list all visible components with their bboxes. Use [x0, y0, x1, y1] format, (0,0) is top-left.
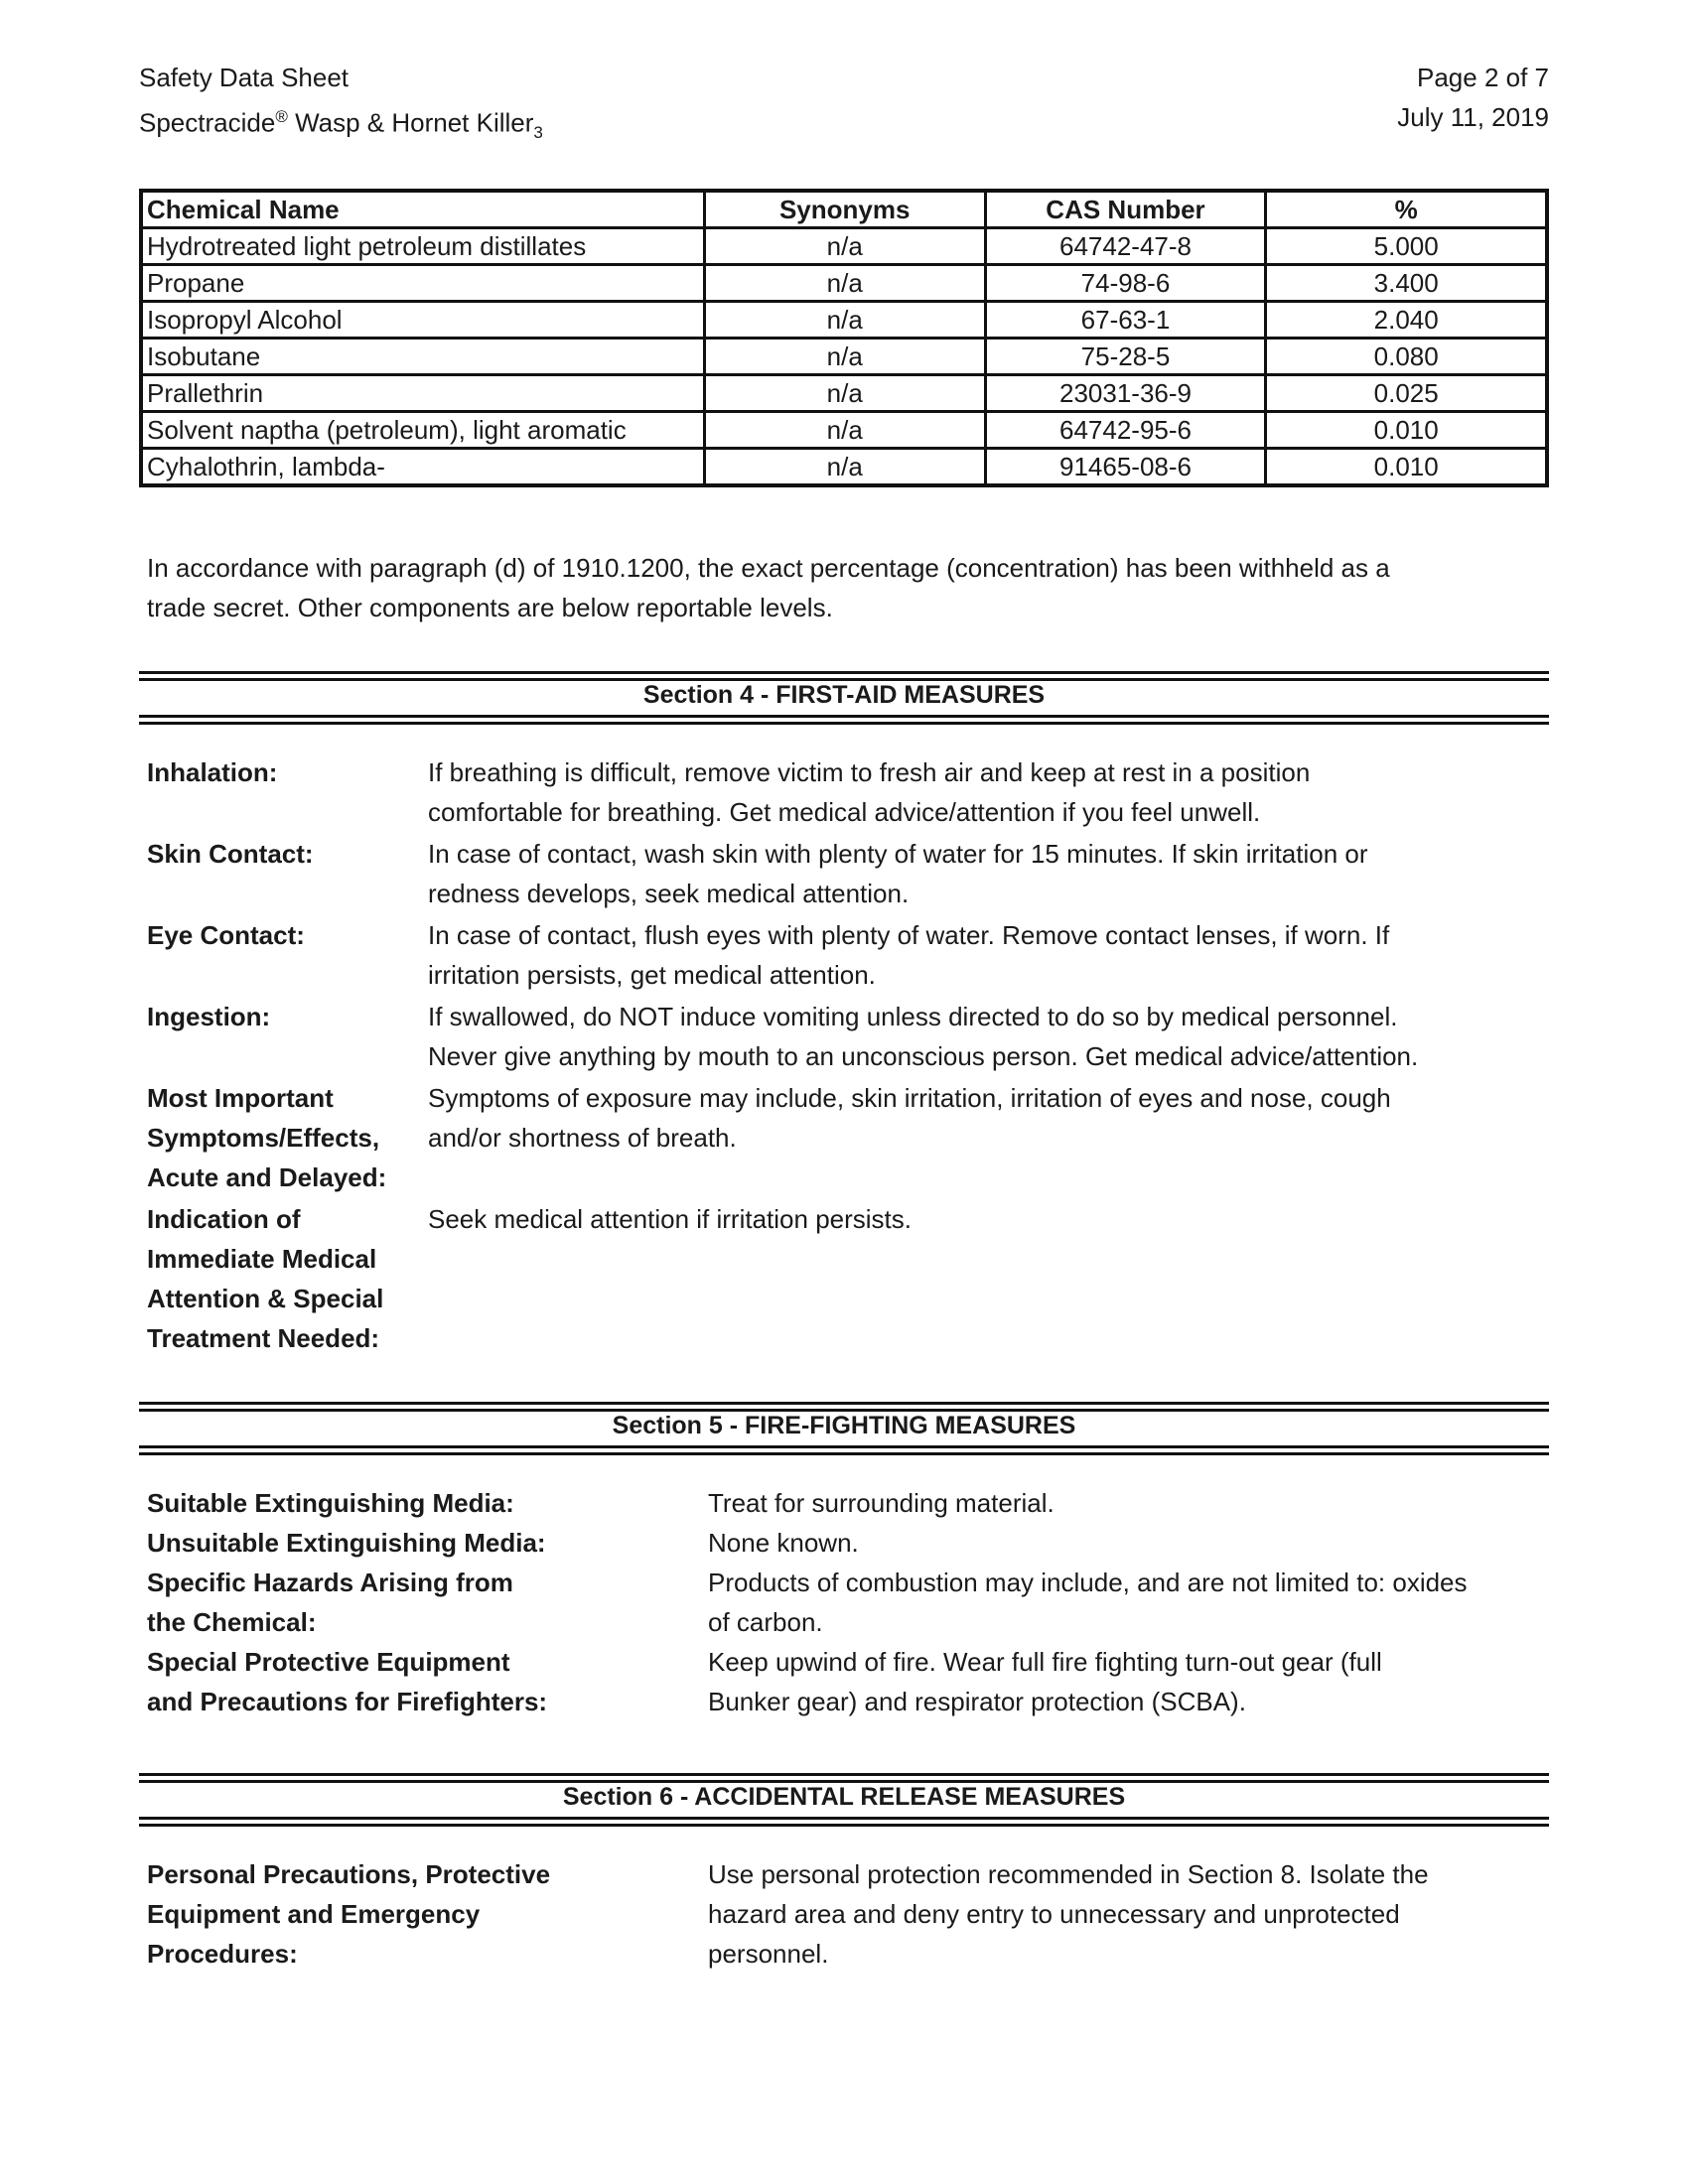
- chemical-name-cell: Hydrotreated light petroleum distillates: [141, 228, 704, 265]
- synonyms-cell: n/a: [704, 302, 985, 339]
- item-label-line: Unsuitable Extinguishing Media:: [147, 1528, 546, 1558]
- page-number: Page 2 of 7: [1417, 63, 1549, 92]
- item-label-line: Procedures:: [147, 1939, 298, 1969]
- table-row: [141, 375, 1547, 412]
- item-label-line: Attention & Special: [147, 1284, 384, 1313]
- section-4-title: Section 4 - FIRST-AID MEASURES: [642, 681, 1046, 709]
- list-item: [147, 1563, 1552, 1642]
- item-text: [428, 1199, 1540, 1358]
- table-row: [141, 228, 1547, 265]
- page-header: [139, 58, 1549, 147]
- chemical-name-cell: Isobutane: [141, 339, 704, 375]
- synonyms-cell: n/a: [704, 339, 985, 375]
- item-text-line: hazard area and deny entry to unnecessary and unprotected: [708, 1899, 1400, 1929]
- cas-number-cell: 75-28-5: [985, 339, 1266, 375]
- table-header-row: [141, 191, 1547, 228]
- item-text-line: If swallowed, do NOT induce vomiting unless directed to do so by medical personnel.: [428, 1002, 1398, 1031]
- item-label-line: Immediate Medical: [147, 1244, 377, 1274]
- item-text: [428, 1078, 1540, 1197]
- synonyms-cell: n/a: [704, 412, 985, 449]
- synonyms-cell: n/a: [704, 449, 985, 486]
- item-text-line: of carbon.: [708, 1607, 823, 1637]
- cas-number-cell: 64742-47-8: [985, 228, 1266, 265]
- item-text-line: Bunker gear) and respirator protection (SCBA).: [708, 1687, 1246, 1716]
- item-label-line: Special Protective Equipment: [147, 1647, 510, 1677]
- section-rule: [139, 1445, 1549, 1448]
- section-4-header: [139, 671, 1549, 725]
- item-label: [147, 1642, 708, 1721]
- section-6-header: [139, 1773, 1549, 1827]
- item-text: [428, 834, 1540, 913]
- composition-table-body: [141, 228, 1547, 486]
- item-label-line: Ingestion:: [147, 1002, 271, 1031]
- percent-cell: 5.000: [1266, 228, 1547, 265]
- table-row: [141, 412, 1547, 449]
- percent-cell: 2.040: [1266, 302, 1547, 339]
- section-rule: [139, 1817, 1549, 1820]
- item-text-line: personnel.: [708, 1939, 829, 1969]
- item-text: [428, 752, 1540, 832]
- item-label: [147, 752, 428, 832]
- section-6-title: Section 6 - ACCIDENTAL RELEASE MEASURES: [562, 1783, 1126, 1811]
- doc-title: Safety Data Sheet: [139, 63, 350, 92]
- section-6-content: [147, 1854, 1552, 1974]
- item-label-line: Symptoms/Effects,: [147, 1123, 380, 1153]
- section-rule: [139, 671, 1549, 674]
- item-text-line: Never give anything by mouth to an unconscious person. Get medical advice/attention.: [428, 1041, 1419, 1071]
- item-text: [428, 997, 1540, 1076]
- item-label: [147, 1523, 708, 1563]
- synonyms-cell: n/a: [704, 265, 985, 302]
- percent-cell: 3.400: [1266, 265, 1547, 302]
- product-name-text: Spectracide: [139, 107, 276, 138]
- item-text: [708, 1523, 1552, 1563]
- list-item: [147, 1483, 1552, 1523]
- item-label: [147, 1199, 428, 1358]
- note-line: trade secret. Other components are below reportable levels.: [147, 593, 833, 622]
- item-label-line: the Chemical:: [147, 1607, 317, 1637]
- product-subscript: 3: [533, 122, 543, 142]
- section-rule: [139, 1402, 1549, 1405]
- item-label: [147, 1854, 708, 1974]
- chemical-name-cell: Prallethrin: [141, 375, 704, 412]
- chemical-name-cell: Cyhalothrin, lambda-: [141, 449, 704, 486]
- item-text: [708, 1483, 1552, 1523]
- item-label: [147, 834, 428, 913]
- item-text-line: Symptoms of exposure may include, skin irritation, irritation of eyes and nose, cough: [428, 1083, 1391, 1113]
- section-rule: [139, 1773, 1549, 1776]
- note-line: In accordance with paragraph (d) of 1910.1200, the exact percentage (concentration) has been withheld as a: [147, 553, 1390, 583]
- item-text: [428, 915, 1540, 995]
- synonyms-cell: n/a: [704, 228, 985, 265]
- list-item: [147, 1854, 1552, 1974]
- list-item: [147, 1199, 1540, 1358]
- cas-number-cell: 23031-36-9: [985, 375, 1266, 412]
- registered-mark: ®: [275, 107, 288, 126]
- item-label-line: Indication of: [147, 1204, 301, 1234]
- cas-number-cell: 91465-08-6: [985, 449, 1266, 486]
- cas-number-cell: 67-63-1: [985, 302, 1266, 339]
- item-label-line: Personal Precautions, Protective: [147, 1859, 551, 1889]
- item-label-line: and Precautions for Firefighters:: [147, 1687, 548, 1716]
- percent-cell: 0.025: [1266, 375, 1547, 412]
- item-label-line: Equipment and Emergency: [147, 1899, 481, 1929]
- table-row: [141, 449, 1547, 486]
- section-5-content: [147, 1483, 1552, 1721]
- item-text-line: Keep upwind of fire. Wear full fire fighting turn-out gear (full: [708, 1647, 1382, 1677]
- item-label-line: Skin Contact:: [147, 839, 314, 869]
- item-text-line: comfortable for breathing. Get medical advice/attention if you feel unwell.: [428, 797, 1261, 827]
- list-item: [147, 915, 1540, 995]
- item-label-line: Acute and Delayed:: [147, 1162, 387, 1192]
- list-item: [147, 1523, 1552, 1563]
- percent-cell: 0.080: [1266, 339, 1547, 375]
- item-text-line: Treat for surrounding material.: [708, 1488, 1055, 1518]
- item-label-line: Most Important: [147, 1083, 334, 1113]
- section-4-content: [147, 752, 1540, 1358]
- chemical-name-cell: Solvent naptha (petroleum), light aromatic: [141, 412, 704, 449]
- item-text-line: In case of contact, flush eyes with plenty of water. Remove contact lenses, if worn. If: [428, 920, 1390, 950]
- item-label: [147, 915, 428, 995]
- list-item: [147, 1078, 1540, 1197]
- list-item: [147, 1642, 1552, 1721]
- chemical-name-cell: Isopropyl Alcohol: [141, 302, 704, 339]
- section-rule: [139, 1452, 1549, 1455]
- product-name: [139, 97, 543, 153]
- section-rule: [139, 722, 1549, 725]
- cas-number-cell: 74-98-6: [985, 265, 1266, 302]
- synonyms-cell: n/a: [704, 375, 985, 412]
- table-row: [141, 302, 1547, 339]
- section-rule: [139, 715, 1549, 718]
- item-text-line: None known.: [708, 1528, 859, 1558]
- item-text-line: Seek medical attention if irritation persists.: [428, 1204, 912, 1234]
- list-item: [147, 752, 1540, 832]
- col-header-synonyms: Synonyms: [704, 191, 985, 228]
- item-label-line: Specific Hazards Arising from: [147, 1568, 513, 1597]
- item-text: [708, 1854, 1552, 1974]
- table-row: [141, 265, 1547, 302]
- trade-secret-note: [147, 548, 1537, 627]
- item-text-line: irritation persists, get medical attention.: [428, 960, 876, 990]
- product-name-rest: Wasp & Hornet Killer: [287, 107, 534, 138]
- item-text-line: If breathing is difficult, remove victim to fresh air and keep at rest in a position: [428, 757, 1311, 787]
- section-5-title: Section 5 - FIRE-FIGHTING MEASURES: [612, 1412, 1076, 1439]
- list-item: [147, 834, 1540, 913]
- percent-cell: 0.010: [1266, 412, 1547, 449]
- percent-cell: 0.010: [1266, 449, 1547, 486]
- item-label-line: Eye Contact:: [147, 920, 305, 950]
- section-rule: [139, 1824, 1549, 1827]
- item-label: [147, 1563, 708, 1642]
- item-label: [147, 1483, 708, 1523]
- item-text-line: and/or shortness of breath.: [428, 1123, 737, 1153]
- revision-date: July 11, 2019: [1397, 102, 1549, 132]
- chemical-name-cell: Propane: [141, 265, 704, 302]
- col-header-chemical-name: Chemical Name: [141, 191, 704, 228]
- header-left: [139, 58, 543, 153]
- header-right: [1397, 58, 1549, 137]
- composition-table: [139, 189, 1549, 487]
- item-text: [708, 1563, 1552, 1642]
- item-label-line: Inhalation:: [147, 757, 278, 787]
- item-text-line: In case of contact, wash skin with plenty of water for 15 minutes. If skin irritation or: [428, 839, 1368, 869]
- cas-number-cell: 64742-95-6: [985, 412, 1266, 449]
- col-header-percent: %: [1266, 191, 1547, 228]
- table-row: [141, 339, 1547, 375]
- section-5-header: [139, 1402, 1549, 1455]
- item-text-line: Products of combustion may include, and are not limited to: oxides: [708, 1568, 1468, 1597]
- item-label: [147, 1078, 428, 1197]
- item-label: [147, 997, 428, 1076]
- item-text-line: redness develops, seek medical attention.: [428, 879, 910, 908]
- item-label-line: Treatment Needed:: [147, 1323, 380, 1353]
- item-text: [708, 1642, 1552, 1721]
- col-header-cas-number: CAS Number: [985, 191, 1266, 228]
- item-text-line: Use personal protection recommended in Section 8. Isolate the: [708, 1859, 1429, 1889]
- item-label-line: Suitable Extinguishing Media:: [147, 1488, 514, 1518]
- list-item: [147, 997, 1540, 1076]
